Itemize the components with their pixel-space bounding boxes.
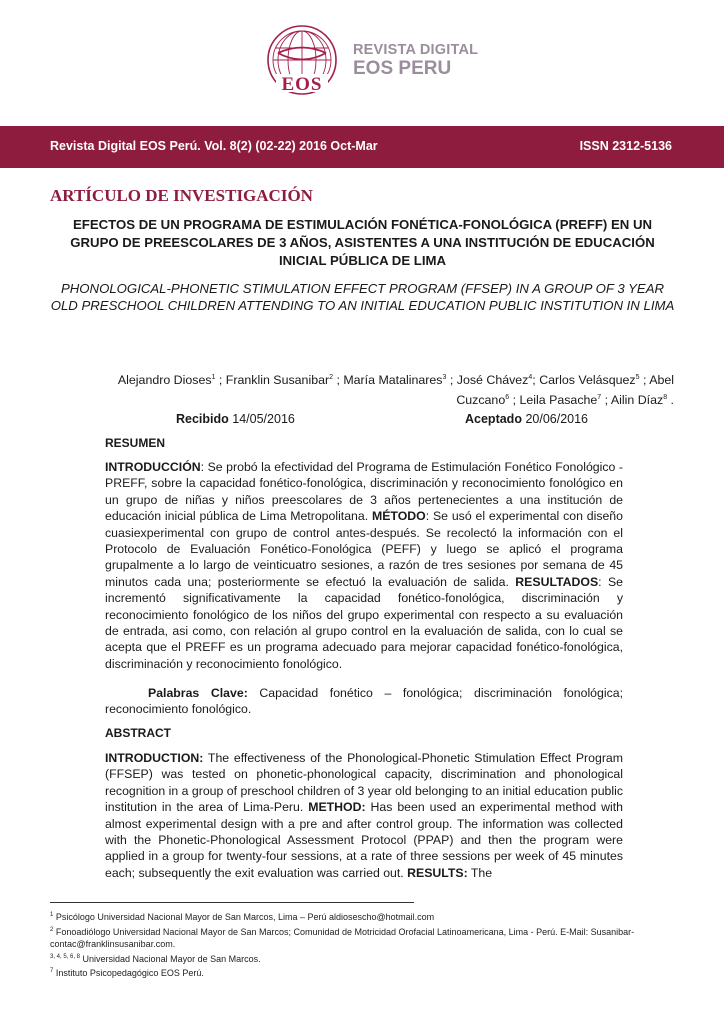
- author-name: Carlos Velásquez: [539, 373, 636, 388]
- resumen-method-label: MÉTODO: [371, 509, 426, 524]
- keywords-label: Palabras Clave:: [148, 686, 248, 700]
- keywords: [105, 685, 623, 718]
- author-name: Abel Cuzcano: [456, 373, 674, 408]
- resumen-intro-text: : Se probó la efectividad del Programa de Estimulación Fonético Fonológico - PREFF, sobre la capacidad fonético-fonológica, discriminación y reconocimiento fonológico en un grupo de niñas y niños preescolares de 3 años pertenecientes a una institución de educación inicial pública de Lima Metropolitana.: [105, 460, 623, 524]
- author-name: Leila Pasache: [519, 393, 598, 408]
- author-name: Franklin Susanibar: [225, 373, 330, 388]
- resumen-body: [105, 459, 623, 672]
- abstract-intro-text: The effectiveness of the Phonological-Phonetic Stimulation Effect Program (FFSEP) was tested on phonetic-phonological capacity, discrimination and phonological recognition in a group of preschool children of 3 year old belonging to an initial education public institution in the area of Lima-Peru.: [105, 751, 623, 815]
- author-affiliation-number: 8: [663, 394, 668, 402]
- author-separator: ;: [333, 373, 344, 388]
- footnotes: [50, 909, 675, 980]
- author-separator: ;: [639, 373, 650, 388]
- author-affiliation-number: 1: [211, 374, 216, 381]
- resumen-intro-label: INTRODUCCIÓN: [105, 460, 201, 474]
- author-affiliation-number: 2: [329, 374, 334, 381]
- author-name: Alejandro Dioses: [117, 373, 212, 388]
- footnote-number: 2: [50, 926, 54, 933]
- author-separator: ;: [446, 373, 457, 388]
- resumen-method-text: : Se usó el experimental con diseño cuasiexperimental con grupo de control antes-después. Se recolectó la información con el Protocolo de Evaluación Fonético-Fonológica (PEFF) y luego se aplicó el programa grupalmente a lo largo de veinticuatro sesiones, a razón de tres sesiones por semana de 45 minutos cada una; posteriormente se efectuó la evaluación de salida.: [105, 509, 623, 589]
- accepted-value: 20/06/2016: [525, 412, 588, 426]
- abstract-heading: ABSTRACT: [105, 726, 171, 740]
- resumen-results-text: : Se incrementó significativamente la capacidad fonético-fonológica, discriminación y reconocimiento fonológico de los niños del grupo experimental con respecto a su evaluación de entrada, asi como, con relación al grupo control en la evaluación de salida, con lo cual se acepta que el PREFF es un programa adecuado para mejorar capacidad fonético-fonológica, discriminación y reconocimiento fonológico.: [105, 574, 623, 671]
- footnote: [50, 951, 675, 966]
- author-list: [92, 369, 674, 409]
- abstract-intro-label: INTRODUCTION:: [105, 751, 204, 765]
- footnote-text: Instituto Psicopedagógico EOS Perú.: [53, 968, 204, 979]
- abstract-results-label: RESULTS:: [407, 865, 468, 880]
- author-affiliation-number: 3: [442, 374, 447, 381]
- issn-label: ISSN 2312-5136: [579, 139, 672, 153]
- author-separator: .: [667, 393, 674, 408]
- author-separator: ;: [601, 393, 611, 408]
- author-separator: ;: [532, 373, 540, 388]
- section-heading: ARTÍCULO DE INVESTIGACIÓN: [50, 186, 313, 205]
- received-date: [176, 412, 295, 426]
- author-separator: ;: [509, 393, 520, 408]
- footnote-number: 7: [50, 968, 54, 975]
- author-affiliation-number: 7: [597, 394, 602, 402]
- footnote-text: Psicólogo Universidad Nacional Mayor de San Marcos, Lima – Perú aldiosescho@hotmail.com: [53, 912, 435, 922]
- article-title-english: PHONOLOGICAL-PHONETIC STIMULATION EFFECT PROGRAM (FFSEP) IN A GROUP OF 3 YEAR OLD PRESCHOOL CHILDREN ATTENDING TO AN INITIAL EDUCATION PUBLIC INSTITUTION IN LIMA: [50, 281, 675, 313]
- author-name: María Matalinares: [343, 373, 443, 388]
- author-affiliation-number: 4: [528, 374, 533, 381]
- received-value: 14/05/2016: [232, 412, 295, 426]
- journal-citation: Revista Digital EOS Perú. Vol. 8(2) (02-22) 2016 Oct-Mar: [50, 139, 378, 153]
- footnote-number: 1: [50, 912, 54, 918]
- footnote-number: 3, 4, 5, 6, 8: [50, 953, 81, 960]
- footnote: [50, 965, 675, 980]
- article-title-spanish: EFECTOS DE UN PROGRAMA DE ESTIMULACIÓN FONÉTICA-FONOLÓGICA (PREFF) EN UN GRUPO DE PREESCOLARES DE 3 AÑOS, ASISTENTES A UNA INSTITUCIÓN DE EDUCACIÓN INICIAL PÚBLICA DE LIMA: [70, 217, 655, 268]
- footnote: [50, 924, 675, 951]
- journal-logo-text: [353, 43, 478, 79]
- journal-logo: [262, 22, 342, 102]
- svg-text:EOS: EOS: [281, 74, 323, 95]
- abstract-results-text: The: [467, 865, 493, 880]
- accepted-label: Aceptado: [465, 412, 522, 426]
- keywords-text: Capacidad fonético – fonológica; discriminación fonológica; reconocimiento fonológico.: [105, 686, 623, 717]
- received-label: Recibido: [176, 412, 229, 426]
- footnote-divider: [50, 902, 414, 903]
- author-affiliation-number: 5: [635, 374, 640, 381]
- footnote: [50, 909, 675, 924]
- author-name: Ailin Díaz: [610, 393, 664, 408]
- resumen-heading: RESUMEN: [105, 436, 166, 450]
- accepted-date: [465, 412, 588, 426]
- abstract-method-text: Has been used an experimental method with almost experimental design with a pre and after control group. The information was collected with the Phonetic-Phonological Assessment Protocol (PPAP) and then the program were applied in a group for twenty-four sessions, at a rate of three sessions per week of 45 minutes each; subsequently the exit evaluation was carried out.: [105, 800, 623, 880]
- author-affiliation-number: 6: [505, 394, 510, 402]
- logo-line-2: EOS PERU: [353, 58, 452, 80]
- footnote-text: Fonoadiólogo Universidad Nacional Mayor de San Marcos; Comunidad de Motricidad Orofacial Latinoamericana, Lima - Perú. E-Mail: Susanibar-contac@franklinsusanibar.com.: [50, 926, 635, 950]
- logo-line-1: REVISTA DIGITAL: [353, 42, 479, 58]
- author-name: José Chávez: [456, 373, 529, 388]
- author-separator: ;: [215, 373, 226, 388]
- abstract-body: [105, 750, 623, 881]
- resumen-results-label: RESULTADOS: [515, 574, 599, 589]
- footnote-text: Universidad Nacional Mayor de San Marcos.: [80, 953, 261, 964]
- abstract-method-label: METHOD:: [308, 800, 366, 815]
